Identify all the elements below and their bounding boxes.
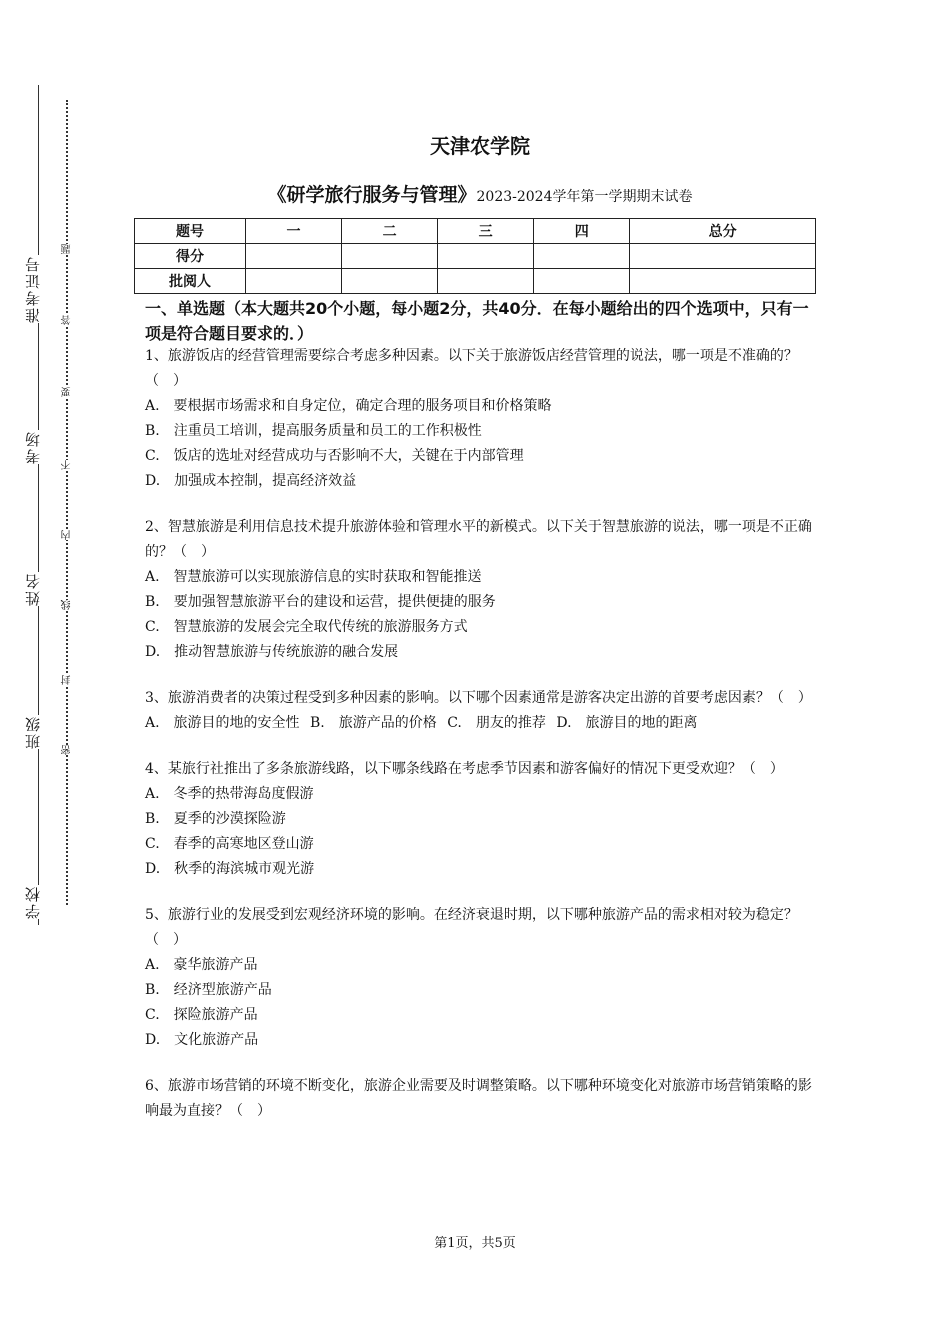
option-d: D. 加强成本控制，提高经济效益 bbox=[145, 473, 357, 489]
inline-options bbox=[145, 711, 817, 736]
row-header-score: 得分 bbox=[135, 244, 246, 269]
option-d: D. 文化旅游产品 bbox=[145, 1032, 259, 1048]
seal-char: 答 bbox=[62, 315, 73, 325]
question-stem: 6、旅游市场营销的环境不断变化，旅游企业需要及时调整策略。以下哪种环境变化对旅游市场营销策略的影响最为直接？（ ） bbox=[145, 1078, 812, 1119]
grader-cell bbox=[630, 269, 816, 294]
exam-room-label: 考场 bbox=[22, 430, 54, 464]
grader-cell bbox=[342, 269, 438, 294]
option-a: A. 智慧旅游可以实现旅游信息的实时获取和智能推送 bbox=[145, 569, 482, 585]
exam-title bbox=[140, 180, 820, 207]
name-label: 姓名 bbox=[22, 572, 54, 606]
option-d: D. 推动智慧旅游与传统旅游的融合发展 bbox=[145, 644, 399, 660]
row-header-grader: 批阅人 bbox=[135, 269, 246, 294]
seal-char: 要 bbox=[62, 387, 73, 397]
row-header-question-number: 题号 bbox=[135, 219, 246, 244]
question-5 bbox=[145, 903, 817, 1053]
option-a: A. 旅游目的地的安全性 bbox=[145, 715, 300, 731]
column-header: 总分 bbox=[630, 219, 816, 244]
grader-cell bbox=[246, 269, 342, 294]
option-a: A. 要根据市场需求和自身定位，确定合理的服务项目和价格策略 bbox=[145, 398, 552, 414]
score-cell bbox=[630, 244, 816, 269]
column-header: 一 bbox=[246, 219, 342, 244]
column-header: 四 bbox=[534, 219, 630, 244]
question-3 bbox=[145, 686, 817, 736]
class-label: 班级 bbox=[22, 715, 54, 749]
option-b: B. 夏季的沙漠探险游 bbox=[145, 811, 286, 827]
question-6 bbox=[145, 1074, 817, 1124]
seal-char: 密 bbox=[62, 745, 73, 755]
exam-term: 2023-2024学年第一学期期末试卷 bbox=[476, 189, 693, 205]
option-a: A. 冬季的热带海岛度假游 bbox=[145, 786, 314, 802]
option-a: A. 豪华旅游产品 bbox=[145, 957, 258, 973]
seal-char: 题 bbox=[62, 244, 73, 254]
score-cell bbox=[438, 244, 534, 269]
question-stem: 2、智慧旅游是利用信息技术提升旅游体验和管理水平的新模式。以下关于智慧旅游的说法，哪一项是不正确的？（ ） bbox=[145, 519, 812, 560]
option-c: C. 智慧旅游的发展会完全取代传统的旅游服务方式 bbox=[145, 619, 468, 635]
option-b: B. 旅游产品的价格 bbox=[310, 715, 437, 731]
column-header: 二 bbox=[342, 219, 438, 244]
option-b: B. 注重员工培训，提高服务质量和员工的工作积极性 bbox=[145, 423, 482, 439]
option-c: C. 探险旅游产品 bbox=[145, 1007, 258, 1023]
seal-char: 不 bbox=[62, 460, 73, 470]
option-d: D. 旅游目的地的距离 bbox=[556, 715, 698, 731]
seal-char: 内 bbox=[62, 530, 73, 540]
score-cell bbox=[342, 244, 438, 269]
column-header: 三 bbox=[438, 219, 534, 244]
question-stem: 1、旅游饭店的经营管理需要综合考虑多种因素。以下关于旅游饭店经营管理的说法，哪一项是不准确的？（ ） bbox=[145, 348, 798, 389]
question-stem: 4、某旅行社推出了多条旅游线路，以下哪条线路在考虑季节因素和游客偏好的情况下更受欢迎？（ ） bbox=[145, 761, 784, 777]
course-name: 《研学旅行服务与管理》 bbox=[267, 184, 477, 206]
seal-dotted-line bbox=[66, 100, 68, 905]
section-title: 一、单选题（本大题共20个小题，每小题2分，共40分．在每小题给出的四个选项中，只有一项是符合题目要求的．） bbox=[145, 299, 809, 343]
seal-char: 封 bbox=[62, 675, 73, 685]
binding-margin bbox=[0, 0, 110, 1344]
option-b: B. 要加强智慧旅游平台的建设和运营，提供便捷的服务 bbox=[145, 594, 496, 610]
option-c: C. 朋友的推荐 bbox=[447, 715, 546, 731]
binding-line bbox=[38, 85, 39, 925]
option-d: D. 秋季的海滨城市观光游 bbox=[145, 861, 315, 877]
question-list bbox=[145, 344, 817, 1145]
score-cell bbox=[246, 244, 342, 269]
question-2 bbox=[145, 515, 817, 665]
question-4 bbox=[145, 757, 817, 882]
seal-char: 线 bbox=[62, 600, 73, 610]
grader-cell bbox=[438, 269, 534, 294]
option-c: C. 春季的高寒地区登山游 bbox=[145, 836, 314, 852]
school-title: 天津农学院 bbox=[430, 134, 530, 158]
table-row bbox=[135, 244, 816, 269]
question-1 bbox=[145, 344, 817, 494]
grader-cell bbox=[534, 269, 630, 294]
question-stem: 5、旅游行业的发展受到宏观经济环境的影响。在经济衰退时期，以下哪种旅游产品的需求相对较为稳定？（ ） bbox=[145, 907, 798, 948]
question-stem: 3、旅游消费者的决策过程受到多种因素的影响。以下哪个因素通常是游客决定出游的首要考虑因素？（ ） bbox=[145, 690, 812, 706]
school-label: 学校 bbox=[22, 885, 54, 919]
table-row bbox=[135, 219, 816, 244]
page-number: 第1页，共5页 bbox=[434, 1236, 516, 1251]
exam-number-label: 准考证号 bbox=[22, 255, 54, 323]
table-row bbox=[135, 269, 816, 294]
option-c: C. 饭店的选址对经营成功与否影响不大，关键在于内部管理 bbox=[145, 448, 524, 464]
score-cell bbox=[534, 244, 630, 269]
score-table bbox=[134, 218, 816, 294]
option-b: B. 经济型旅游产品 bbox=[145, 982, 272, 998]
